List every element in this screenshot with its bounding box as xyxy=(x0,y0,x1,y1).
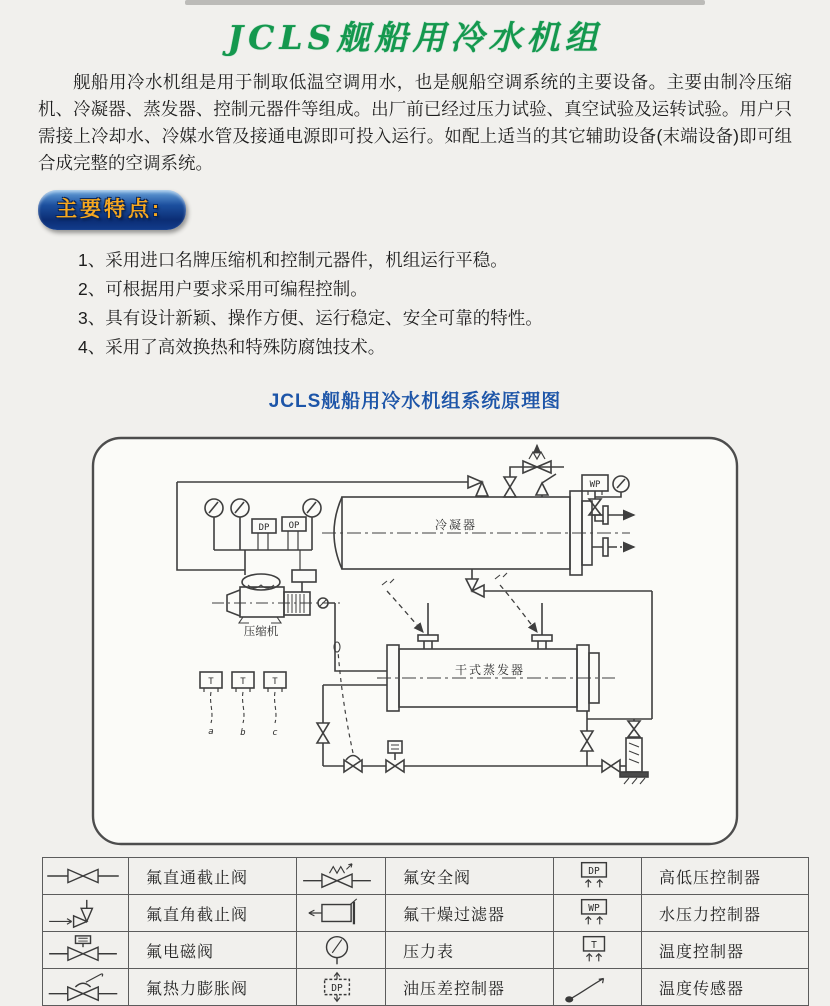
legend-row xyxy=(43,969,809,1006)
sensor-c-label: c xyxy=(272,728,278,738)
temperature-controller-icon xyxy=(554,932,642,969)
feature-item-1: 1、采用进口名牌压缩机和控制元器件，机组运行平稳。 xyxy=(78,250,508,270)
t-box-label: T xyxy=(272,677,278,687)
temperature-sensor-icon xyxy=(554,969,642,1006)
controller-box-label: T xyxy=(591,940,597,952)
system-schematic-svg xyxy=(90,435,740,847)
legend-row xyxy=(43,858,809,895)
oil-pressure-diff-controller-icon xyxy=(297,969,386,1006)
thermal-expansion-valve-icon xyxy=(43,969,129,1006)
water-pressure-controller-icon xyxy=(554,895,642,932)
op-box-label: OP xyxy=(288,521,300,531)
legend-label: 水压力控制器 xyxy=(642,895,809,932)
legend-label: 压力表 xyxy=(386,932,554,969)
solenoid-valve-icon xyxy=(43,932,129,969)
legend-label: 氟直通截止阀 xyxy=(129,858,297,895)
legend-label: 温度传感器 xyxy=(642,969,809,1006)
page-title: JCLS舰船用冷水机组 xyxy=(227,18,603,57)
feature-item-3: 3、具有设计新颖、操作方便、运行稳定、安全可靠的特性。 xyxy=(78,308,543,328)
legend-table xyxy=(42,857,809,1006)
t-box-label: T xyxy=(240,677,246,687)
angle-stop-valve-icon xyxy=(43,895,129,932)
legend-label: 高低压控制器 xyxy=(642,858,809,895)
features-heading-badge: 主要特点: xyxy=(38,190,186,230)
t-box-label: T xyxy=(208,677,214,687)
legend-label: 氟热力膨胀阀 xyxy=(129,969,297,1006)
diagram-title: JCLS舰船用冷水机组系统原理图 xyxy=(268,391,562,412)
legend-row xyxy=(43,932,809,969)
legend-row xyxy=(43,895,809,932)
legend-label: 氟直角截止阀 xyxy=(129,895,297,932)
evaporator-label: 干式蒸发器 xyxy=(454,663,526,677)
legend-label: 氟干燥过滤器 xyxy=(386,895,554,932)
compressor-label: 压缩机 xyxy=(243,626,279,638)
feature-item-2: 2、可根据用户要求采用可编程控制。 xyxy=(78,279,368,299)
safety-valve-icon xyxy=(297,858,386,895)
legend-label: 油压差控制器 xyxy=(386,969,554,1006)
system-diagram xyxy=(90,435,740,847)
wp-box-label: WP xyxy=(589,480,601,490)
condenser-label: 冷凝器 xyxy=(434,518,478,532)
legend-label: 氟安全阀 xyxy=(386,858,554,895)
pressure-gauge-icon xyxy=(297,932,386,969)
drier-filter-icon xyxy=(297,895,386,932)
sensor-b-label: b xyxy=(240,728,246,738)
controller-box-label: WP xyxy=(588,903,600,915)
dp-box-label: DP xyxy=(258,523,270,533)
scan-artifact xyxy=(185,0,705,5)
intro-paragraph: 舰船用冷水机组是用于制取低温空调用水，也是舰船空调系统的主要设备。主要由制冷压缩机、冷凝器、蒸发器、控制元器件等组成。出厂前已经过压力试验、真空试验及运转试验。用户只需接上冷却水、冷媒水管及接通电源即可投入运行。如配上适当的其它辅助设备(末端设备)即可组合成完整的空调系统。 xyxy=(38,72,792,173)
hp-lp-controller-icon xyxy=(554,858,642,895)
legend-label: 温度控制器 xyxy=(642,932,809,969)
legend-label: 氟电磁阀 xyxy=(129,932,297,969)
controller-box-label: DP xyxy=(588,866,600,878)
features-heading-wrap xyxy=(38,190,830,230)
sensor-a-label: a xyxy=(208,727,214,737)
features-list xyxy=(78,246,830,362)
straight-stop-valve-icon xyxy=(43,858,129,895)
feature-item-4: 4、采用了高效换热和特殊防腐蚀技术。 xyxy=(78,337,386,357)
controller-box-label: DP xyxy=(331,982,343,994)
